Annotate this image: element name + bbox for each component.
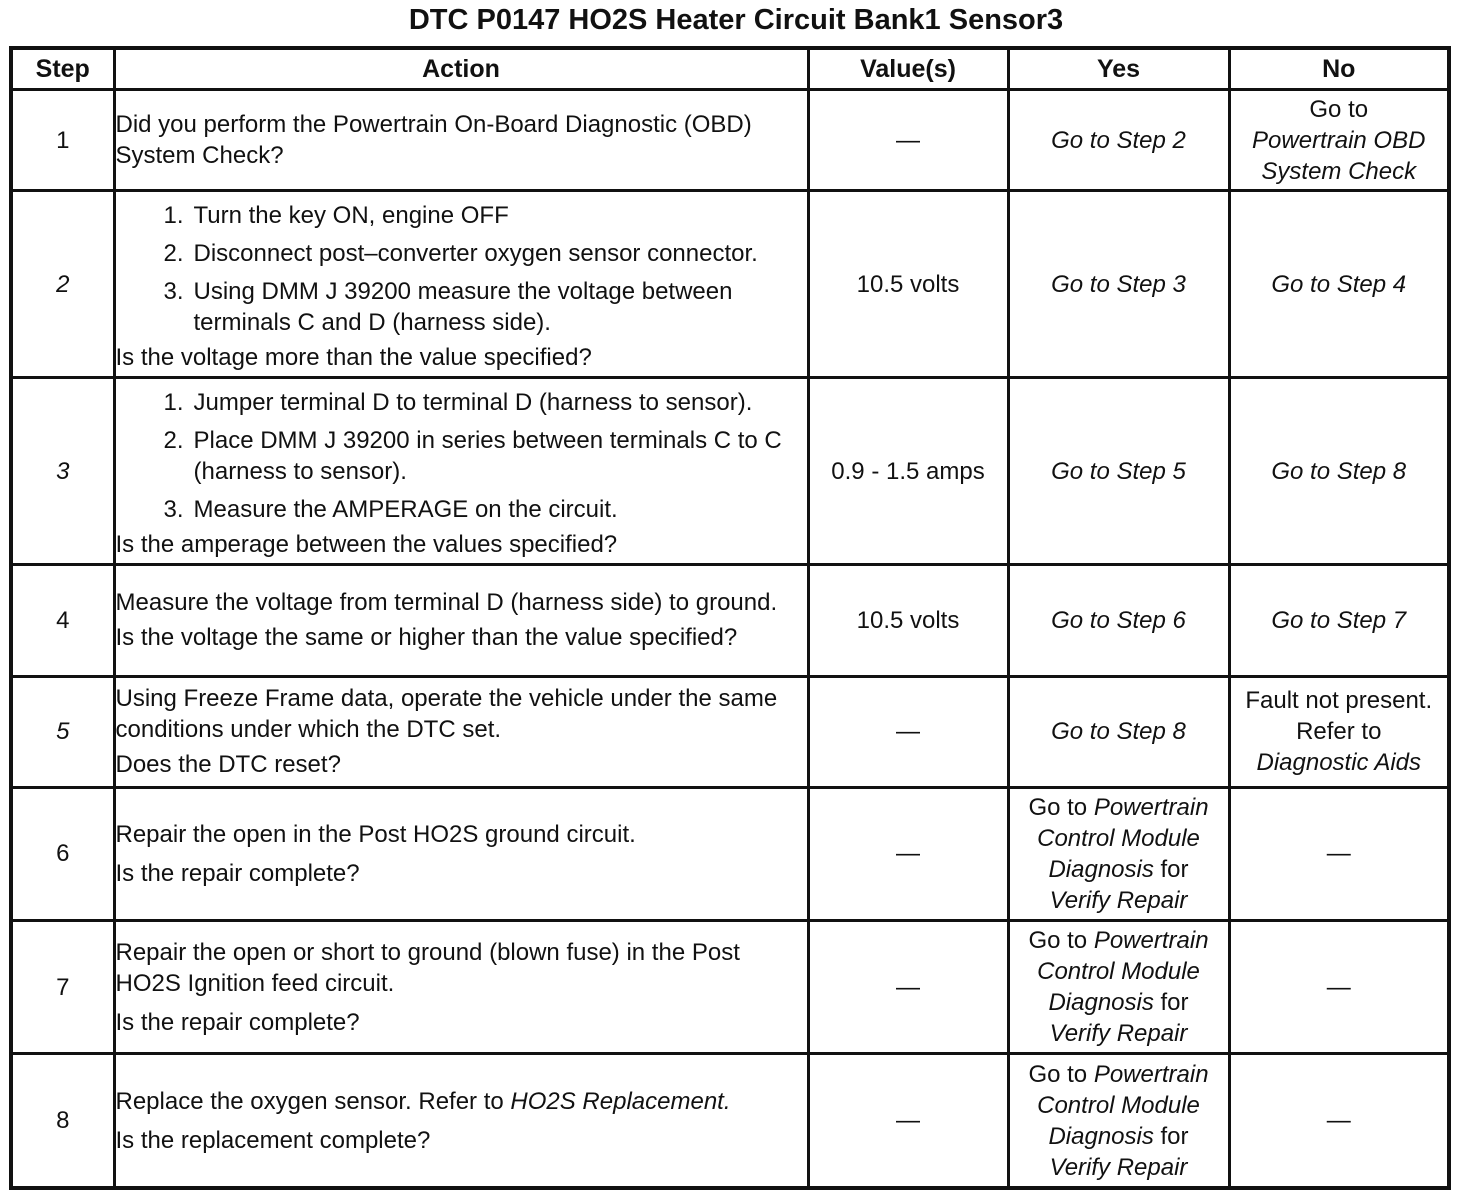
yes-cell: Go to Powertrain Control Module Diagnosis for Verify Repair: [1008, 787, 1229, 920]
list-item: 1. Turn the key ON, engine OFF: [163, 201, 509, 229]
yes-ref: Go to Step 6: [1051, 606, 1186, 634]
action-text: Repair the open or short to ground (blown fuse) in the Post HO2S Ignition feed circuit.: [115, 938, 740, 997]
table-row: [11, 787, 1449, 920]
yes-ref: Go to Step 5: [1051, 457, 1186, 485]
action-text: Repair the open in the Post HO2S ground circuit.: [115, 820, 636, 848]
table-row: [11, 676, 1449, 787]
action-question: Is the replacement complete?: [115, 1126, 431, 1154]
no-ref: Go to Step 8: [1271, 457, 1407, 485]
value-cell: 0.9 - 1.5 amps: [808, 378, 1008, 564]
yes-cell: [1008, 564, 1229, 676]
action-question: Is the voltage more than the value specified?: [115, 343, 592, 371]
yes-ref: Go to Step 3: [1051, 270, 1186, 298]
no-ref: Go to Step 4: [1271, 270, 1407, 298]
page-title: DTC P0147 HO2S Heater Circuit Bank1 Sensor3: [408, 4, 1064, 36]
diagnostic-table: [9, 46, 1451, 1190]
action-question: Is the voltage the same or higher than the value specified?: [115, 624, 738, 652]
action-text: Replace the oxygen sensor. Refer to HO2S Replacement.: [115, 1087, 731, 1115]
table-row: [11, 1054, 1449, 1188]
no-cell: —: [1229, 1054, 1449, 1188]
value-cell: 10.5 volts: [808, 564, 1008, 676]
action-cell: [114, 787, 808, 920]
yes-ref: Go to Step 8: [1051, 718, 1186, 746]
yes-cell: [1008, 90, 1229, 191]
no-cell: [1229, 564, 1449, 676]
value-cell: —: [808, 676, 1008, 787]
table-row: [11, 378, 1449, 564]
action-text: Using Freeze Frame data, operate the vehicle under the same conditions under which the DTC set.: [115, 685, 778, 744]
action-cell: [114, 1054, 808, 1188]
table-row: [11, 191, 1449, 378]
value-cell: —: [808, 1054, 1008, 1188]
action-text: Did you perform the Powertrain On-Board Diagnostic (OBD) System Check?: [115, 111, 752, 170]
action-text: Measure the voltage from terminal D (harness side) to ground.: [115, 589, 778, 617]
no-cell: [1229, 191, 1449, 378]
no-cell: [1229, 378, 1449, 564]
step-number: 8: [11, 1054, 114, 1188]
no-ref: Diagnostic Aids: [1256, 749, 1422, 777]
yes-cell: Go to Powertrain Control Module Diagnosis for Verify Repair: [1008, 921, 1229, 1054]
header-action: Action: [114, 48, 808, 90]
action-cell: [114, 378, 808, 564]
no-cell: —: [1229, 787, 1449, 920]
action-cell: [114, 676, 808, 787]
step-number: 7: [11, 921, 114, 1054]
table-row: [11, 564, 1449, 676]
no-cell: [1229, 676, 1449, 787]
no-text: Fault not present.: [1245, 687, 1433, 715]
list-item: 2. Place DMM J 39200 in series between terminals C to C (harness to sensor).: [163, 426, 782, 485]
action-cell: [114, 564, 808, 676]
action-question: Is the amperage between the values specified?: [115, 530, 618, 558]
list-item: 3. Using DMM J 39200 measure the voltage between terminals C and D (harness side).: [163, 277, 733, 336]
action-cell: [114, 191, 808, 378]
value-cell: —: [808, 787, 1008, 920]
action-question: Is the repair complete?: [115, 1008, 360, 1036]
verify-repair-ref: Verify Repair: [1049, 1153, 1188, 1181]
header-values: Value(s): [808, 48, 1008, 90]
list-item: 3. Measure the AMPERAGE on the circuit.: [163, 495, 618, 523]
step-number: 6: [11, 787, 114, 920]
no-ref: Go to Step 7: [1271, 606, 1407, 634]
table-header-row: [11, 48, 1449, 90]
action-question: Does the DTC reset?: [115, 751, 341, 779]
table-row: [11, 921, 1449, 1054]
header-step: Step: [11, 48, 114, 90]
action-cell: [114, 921, 808, 1054]
yes-ref: Go to Step 2: [1051, 126, 1186, 154]
yes-cell: [1008, 676, 1229, 787]
list-item: 2. Disconnect post–converter oxygen sensor connector.: [163, 239, 758, 267]
value-cell: 10.5 volts: [808, 191, 1008, 378]
no-cell: [1229, 90, 1449, 191]
step-number: 4: [11, 564, 114, 676]
verify-repair-ref: Verify Repair: [1049, 1020, 1188, 1048]
yes-cell: [1008, 378, 1229, 564]
yes-cell: Go to Powertrain Control Module Diagnosis for Verify Repair: [1008, 1054, 1229, 1188]
step-number: 3: [11, 378, 114, 564]
header-no: No: [1229, 48, 1449, 90]
value-cell: —: [808, 921, 1008, 1054]
action-question: Is the repair complete?: [115, 859, 360, 887]
no-ref: Powertrain OBD System Check: [1252, 126, 1426, 185]
step-number: 5: [11, 676, 114, 787]
no-cell: —: [1229, 921, 1449, 1054]
list-item: 1. Jumper terminal D to terminal D (harness to sensor).: [163, 388, 753, 416]
no-prefix: Go to: [1309, 95, 1369, 123]
header-yes: Yes: [1008, 48, 1229, 90]
step-number: 1: [11, 90, 114, 191]
no-text: Refer to: [1296, 718, 1382, 746]
value-cell: —: [808, 90, 1008, 191]
step-number: 2: [11, 191, 114, 378]
table-row: [11, 90, 1449, 191]
action-cell: [114, 90, 808, 191]
verify-repair-ref: Verify Repair: [1049, 886, 1188, 914]
yes-cell: [1008, 191, 1229, 378]
